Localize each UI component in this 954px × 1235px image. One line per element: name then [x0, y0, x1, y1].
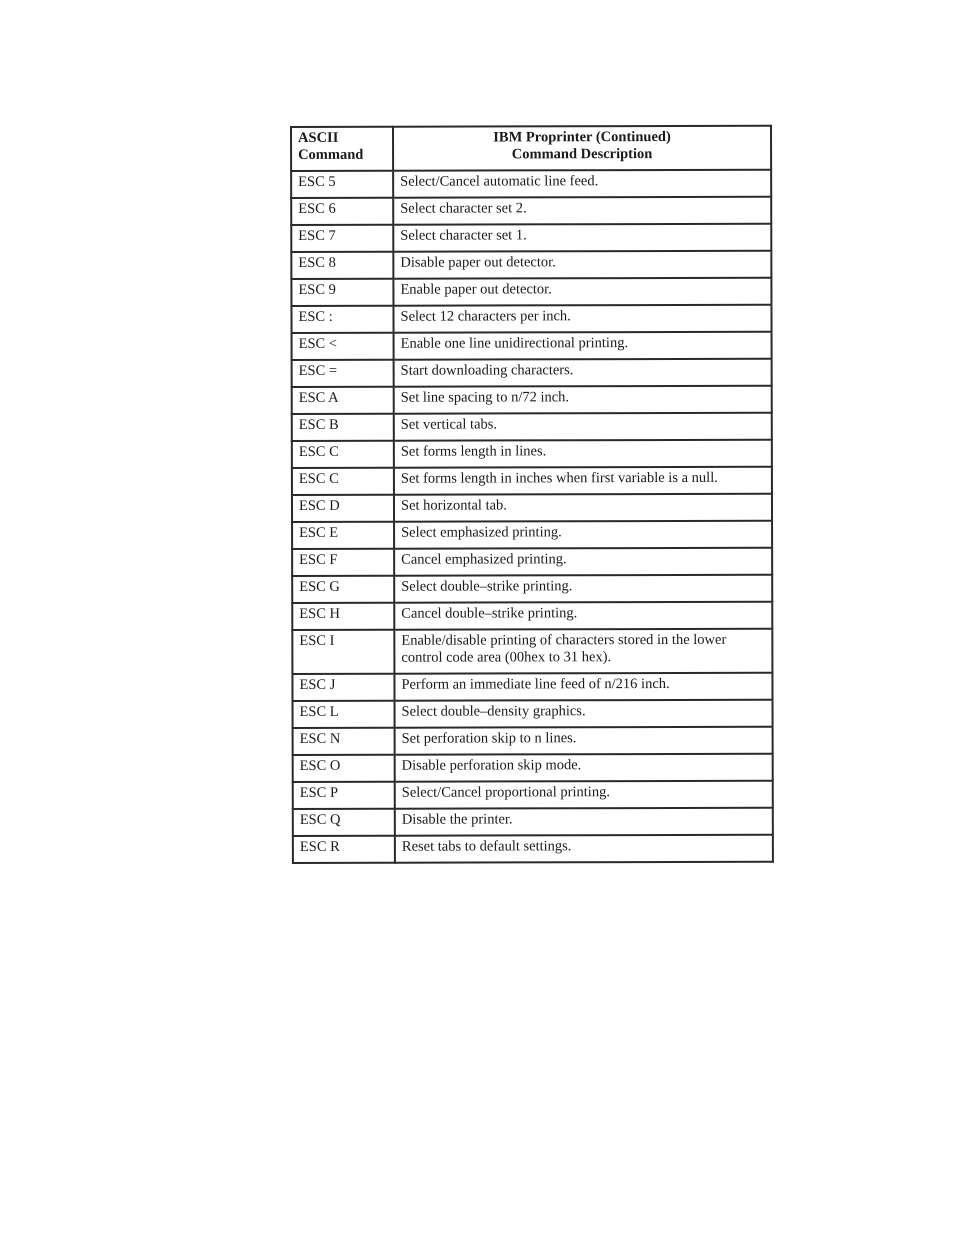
command-table	[290, 125, 774, 864]
command-cell: ESC :	[291, 306, 393, 333]
command-cell: ESC 8	[291, 252, 393, 279]
table-row	[292, 413, 772, 441]
header-command	[291, 127, 393, 171]
command-cell: ESC A	[292, 387, 394, 414]
description-cell: Enable paper out detector.	[393, 278, 771, 306]
command-cell: ESC G	[292, 576, 394, 603]
description-cell: Set perforation skip to n lines.	[395, 727, 773, 755]
description-cell: Set forms length in lines.	[394, 440, 772, 468]
command-cell: ESC 7	[291, 225, 393, 252]
command-cell: ESC N	[293, 728, 395, 755]
table-row	[293, 808, 773, 836]
description-cell: Set vertical tabs.	[394, 413, 772, 441]
header-description-line1: IBM Proprinter (Continued)	[493, 129, 671, 146]
description-cell: Cancel emphasized printing.	[394, 548, 772, 576]
description-cell: Cancel double–strike printing.	[394, 602, 772, 630]
command-cell: ESC I	[292, 630, 394, 674]
table-row	[292, 521, 772, 549]
table-row	[292, 602, 772, 630]
header-description	[393, 126, 771, 171]
description-cell: Reset tabs to default settings.	[395, 835, 773, 863]
table-row	[292, 440, 772, 468]
description-cell: Select/Cancel proportional printing.	[395, 781, 773, 809]
command-cell: ESC D	[292, 495, 394, 522]
header-command-line2: Command	[298, 146, 364, 163]
table-row	[292, 332, 772, 360]
table-body	[291, 170, 773, 863]
command-cell: ESC J	[292, 674, 394, 701]
command-cell: ESC F	[292, 549, 394, 576]
description-cell: Select double–strike printing.	[394, 575, 772, 603]
description-cell: Set forms length in inches when first variable is a null.	[394, 467, 772, 495]
table-row	[293, 700, 773, 728]
table-row	[291, 170, 771, 198]
command-cell: ESC O	[293, 755, 395, 782]
description-cell: Select character set 1.	[393, 224, 771, 252]
description-cell: Select/Cancel automatic line feed.	[393, 170, 771, 198]
table-row	[292, 494, 772, 522]
command-cell: ESC R	[293, 836, 395, 863]
command-cell: ESC 5	[291, 171, 393, 198]
table-row	[291, 305, 771, 333]
table-row	[292, 359, 772, 387]
command-cell: ESC Q	[293, 809, 395, 836]
table-row	[291, 251, 771, 279]
command-cell: ESC 6	[291, 198, 393, 225]
description-cell: Select double–density graphics.	[395, 700, 773, 728]
command-cell: ESC E	[292, 522, 394, 549]
table-header	[291, 126, 771, 171]
table-row	[293, 754, 773, 782]
table-row	[293, 835, 773, 863]
description-cell: Perform an immediate line feed of n/216 inch.	[394, 673, 772, 701]
command-cell: ESC C	[292, 468, 394, 495]
header-description-line2: Command Description	[511, 146, 653, 163]
command-cell: ESC <	[292, 333, 394, 360]
table-row	[293, 781, 773, 809]
command-cell: ESC L	[293, 701, 395, 728]
description-cell: Set horizontal tab.	[394, 494, 772, 522]
description-cell: Start downloading characters.	[394, 359, 772, 387]
description-cell: Select character set 2.	[393, 197, 771, 225]
description-cell: Disable the printer.	[395, 808, 773, 836]
table-row	[292, 467, 772, 495]
table-row	[291, 278, 771, 306]
description-cell: Disable perforation skip mode.	[395, 754, 773, 782]
description-cell: Enable/disable printing of characters stored in the lower control code area (00hex to 31 hex).	[394, 629, 772, 674]
command-cell: ESC =	[292, 360, 394, 387]
description-cell: Disable paper out detector.	[393, 251, 771, 279]
header-command-line1: ASCII	[298, 129, 339, 146]
description-cell: Select 12 characters per inch.	[393, 305, 771, 333]
description-cell: Enable one line unidirectional printing.	[394, 332, 772, 360]
table-row	[292, 548, 772, 576]
description-cell: Set line spacing to n/72 inch.	[394, 386, 772, 414]
table-row	[291, 224, 771, 252]
table-row	[291, 197, 771, 225]
header-row	[291, 126, 771, 171]
table-row	[292, 673, 772, 701]
command-cell: ESC 9	[291, 279, 393, 306]
table-row	[292, 386, 772, 414]
command-cell: ESC C	[292, 441, 394, 468]
command-cell: ESC P	[293, 782, 395, 809]
command-cell: ESC B	[292, 414, 394, 441]
table-row	[292, 629, 772, 674]
description-cell: Select emphasized printing.	[394, 521, 772, 549]
table-row	[292, 575, 772, 603]
command-cell: ESC H	[292, 603, 394, 630]
table-row	[293, 727, 773, 755]
